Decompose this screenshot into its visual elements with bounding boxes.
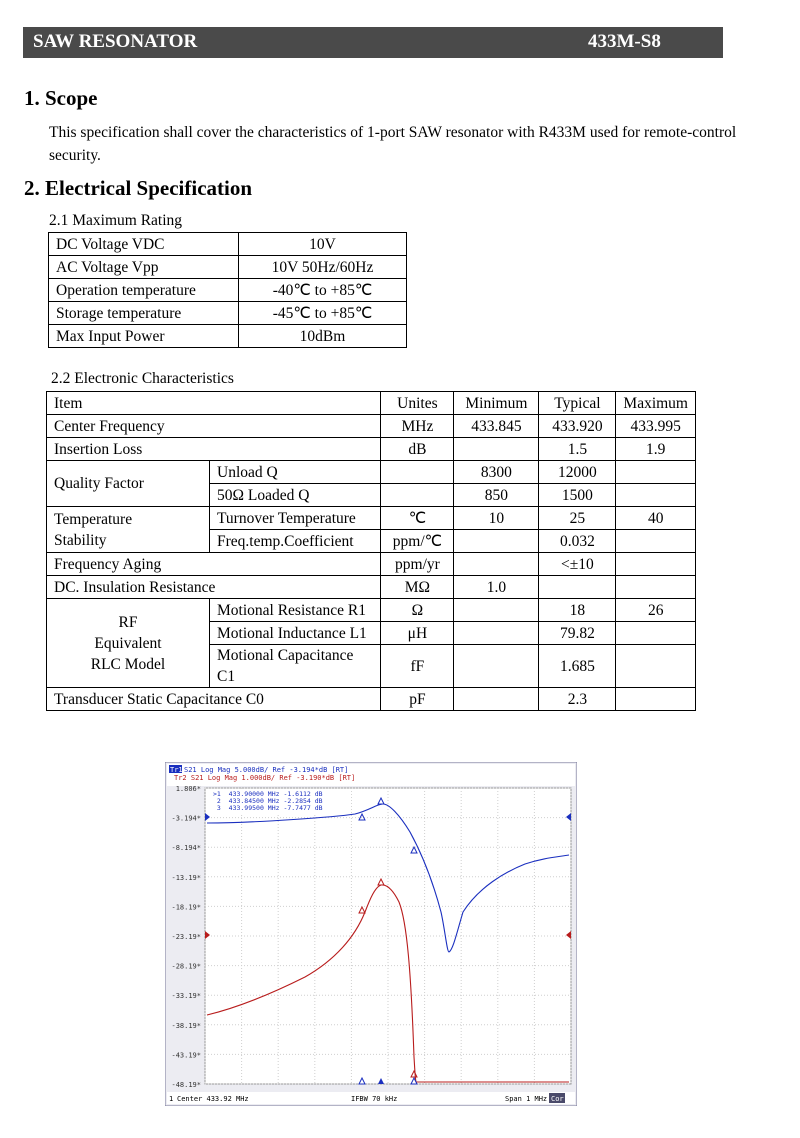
y-tick-label: -38.19* — [171, 1021, 201, 1030]
header-banner — [23, 27, 723, 58]
table-row — [47, 688, 696, 711]
scope-heading: 1. Scope — [24, 86, 98, 110]
unit-cell: MΩ — [381, 576, 454, 599]
y-tick-label: -28.19* — [171, 962, 201, 971]
group-line: Stability — [54, 531, 107, 549]
max-cell — [616, 576, 696, 599]
typ-cell: 1500 — [539, 484, 616, 507]
table-row — [47, 438, 696, 461]
table-row — [47, 507, 696, 530]
max-cell — [616, 461, 696, 484]
typ-cell: 2.3 — [539, 688, 616, 711]
max-cell — [616, 622, 696, 645]
elec-heading: 2. Electrical Specification — [24, 176, 253, 200]
tr1-label: Tr1 — [170, 766, 183, 774]
y-tick-label: -18.19* — [171, 903, 201, 912]
y-tick-label: -8.194* — [171, 844, 201, 853]
min-cell: 850 — [454, 484, 539, 507]
table-row — [47, 599, 696, 622]
rating-label: DC Voltage VDC — [49, 233, 239, 256]
unit-cell: Ω — [381, 599, 454, 622]
rating-value: 10V 50Hz/60Hz — [239, 256, 407, 279]
trace1-header: S21 Log Mag 5.000dB/ Ref -3.194*dB [RT] — [184, 766, 349, 774]
y-tick-label: -3.194* — [171, 814, 201, 823]
y-tick-label: -33.19* — [171, 992, 201, 1001]
unit-cell: μH — [381, 622, 454, 645]
group-line: Temperature — [54, 510, 133, 528]
electronic-table — [46, 391, 696, 711]
group-line: Equivalent — [94, 634, 162, 652]
unit-cell: fF — [381, 645, 454, 688]
max-cell — [616, 484, 696, 507]
typ-cell: <±10 — [539, 553, 616, 576]
col-header-unit: Unites — [381, 392, 454, 415]
group-line: RF — [118, 613, 138, 631]
unit-cell — [381, 484, 454, 507]
item-cell: Unload Q — [210, 461, 381, 484]
table-row — [47, 576, 696, 599]
marker-line-1: >1 433.90000 MHz -1.6112 dB — [213, 790, 323, 798]
min-cell — [454, 553, 539, 576]
y-tick-label: -48.19* — [171, 1081, 201, 1089]
item-cell: Insertion Loss — [47, 438, 381, 461]
y-tick-label: -23.19* — [171, 933, 201, 941]
item-cell: Turnover Temperature — [210, 507, 381, 530]
rating-label: Operation temperature — [49, 279, 239, 302]
item-cell: Motional Inductance L1 — [210, 622, 381, 645]
typ-cell: 12000 — [539, 461, 616, 484]
trace2-header: Tr2 S21 Log Mag 1.000dB/ Ref -3.190*dB [RT] — [174, 774, 356, 782]
typ-cell: 0.032 — [539, 530, 616, 553]
y-tick-label: 1.806* — [175, 785, 201, 793]
table-row — [49, 279, 407, 302]
unit-cell: ppm/yr — [381, 553, 454, 576]
min-cell — [454, 622, 539, 645]
unit-cell: dB — [381, 438, 454, 461]
marker-line-3: 3 433.99500 MHz -7.7477 dB — [213, 804, 323, 812]
item-cell: 50Ω Loaded Q — [210, 484, 381, 507]
item-cell: DC. Insulation Resistance — [47, 576, 381, 599]
unit-cell: ℃ — [381, 507, 454, 530]
min-cell: 433.845 — [454, 415, 539, 438]
y-tick-label: -13.19* — [171, 873, 201, 882]
min-cell — [454, 438, 539, 461]
table-row — [49, 256, 407, 279]
col-header-typ: Typical — [539, 392, 616, 415]
typ-cell: 433.920 — [539, 415, 616, 438]
scope-text: This specification shall cover the characteristics of 1-port SAW resonator with R433M used for remote-control security. — [49, 124, 737, 164]
item-cell: Freq.temp.Coefficient — [210, 530, 381, 553]
item-cell: Motional Resistance R1 — [210, 599, 381, 622]
rating-label: Max Input Power — [49, 325, 239, 348]
max-rating-table — [48, 232, 407, 348]
item-cell: Motional Capacitance C1 — [210, 645, 381, 688]
table-header-row — [47, 392, 696, 415]
max-rating-title: 2.1 Maximum Rating — [49, 212, 183, 229]
rating-value: -40℃ to +85℃ — [239, 279, 407, 302]
unit-cell: ppm/℃ — [381, 530, 454, 553]
typ-cell: 79.82 — [539, 622, 616, 645]
marker-line-2: 2 433.84500 MHz -2.2854 dB — [213, 797, 323, 805]
y-tick-label: -43.19* — [171, 1051, 201, 1060]
item-cell: Frequency Aging — [47, 553, 381, 576]
typ-cell: 1.685 — [539, 645, 616, 688]
max-cell — [616, 530, 696, 553]
unit-cell — [381, 461, 454, 484]
col-header-min: Minimum — [454, 392, 539, 415]
min-cell — [454, 645, 539, 688]
typ-cell: 1.5 — [539, 438, 616, 461]
min-cell: 10 — [454, 507, 539, 530]
max-cell — [616, 553, 696, 576]
min-cell — [454, 599, 539, 622]
rating-value: 10V — [239, 233, 407, 256]
footer-ifbw: IFBW 70 kHz — [351, 1095, 398, 1103]
table-row — [47, 461, 696, 484]
max-cell — [616, 688, 696, 711]
item-cell: Center Frequency — [47, 415, 381, 438]
electronic-title: 2.2 Electronic Characteristics — [51, 370, 234, 387]
footer-cor: Cor — [551, 1095, 564, 1103]
footer-span: Span 1 MHz — [505, 1095, 548, 1103]
table-row — [49, 302, 407, 325]
group-cell: Quality Factor — [47, 461, 210, 507]
col-header-item: Item — [47, 392, 381, 415]
min-cell — [454, 688, 539, 711]
rating-value: -45℃ to +85℃ — [239, 302, 407, 325]
min-cell: 1.0 — [454, 576, 539, 599]
max-cell: 433.995 — [616, 415, 696, 438]
unit-cell: MHz — [381, 415, 454, 438]
network-analyzer-plot — [165, 762, 577, 1106]
max-cell: 40 — [616, 507, 696, 530]
table-row — [47, 553, 696, 576]
unit-cell: pF — [381, 688, 454, 711]
min-cell: 8300 — [454, 461, 539, 484]
model-number: 433M-S8 — [588, 31, 661, 52]
footer-channel: 1 — [169, 1095, 174, 1103]
table-row — [47, 415, 696, 438]
group-cell — [47, 599, 210, 688]
doc-title: SAW RESONATOR — [33, 31, 198, 52]
typ-cell: 18 — [539, 599, 616, 622]
max-cell: 26 — [616, 599, 696, 622]
typ-cell: 25 — [539, 507, 616, 530]
group-cell — [47, 507, 210, 553]
table-row — [49, 325, 407, 348]
rating-label: Storage temperature — [49, 302, 239, 325]
item-cell: Transducer Static Capacitance C0 — [47, 688, 381, 711]
rating-label: AC Voltage Vpp — [49, 256, 239, 279]
footer-center: Center 433.92 MHz — [177, 1095, 249, 1103]
table-row — [49, 233, 407, 256]
col-header-max: Maximum — [616, 392, 696, 415]
min-cell — [454, 530, 539, 553]
max-cell: 1.9 — [616, 438, 696, 461]
typ-cell — [539, 576, 616, 599]
rating-value: 10dBm — [239, 325, 407, 348]
group-line: RLC Model — [90, 655, 166, 673]
max-cell — [616, 645, 696, 688]
